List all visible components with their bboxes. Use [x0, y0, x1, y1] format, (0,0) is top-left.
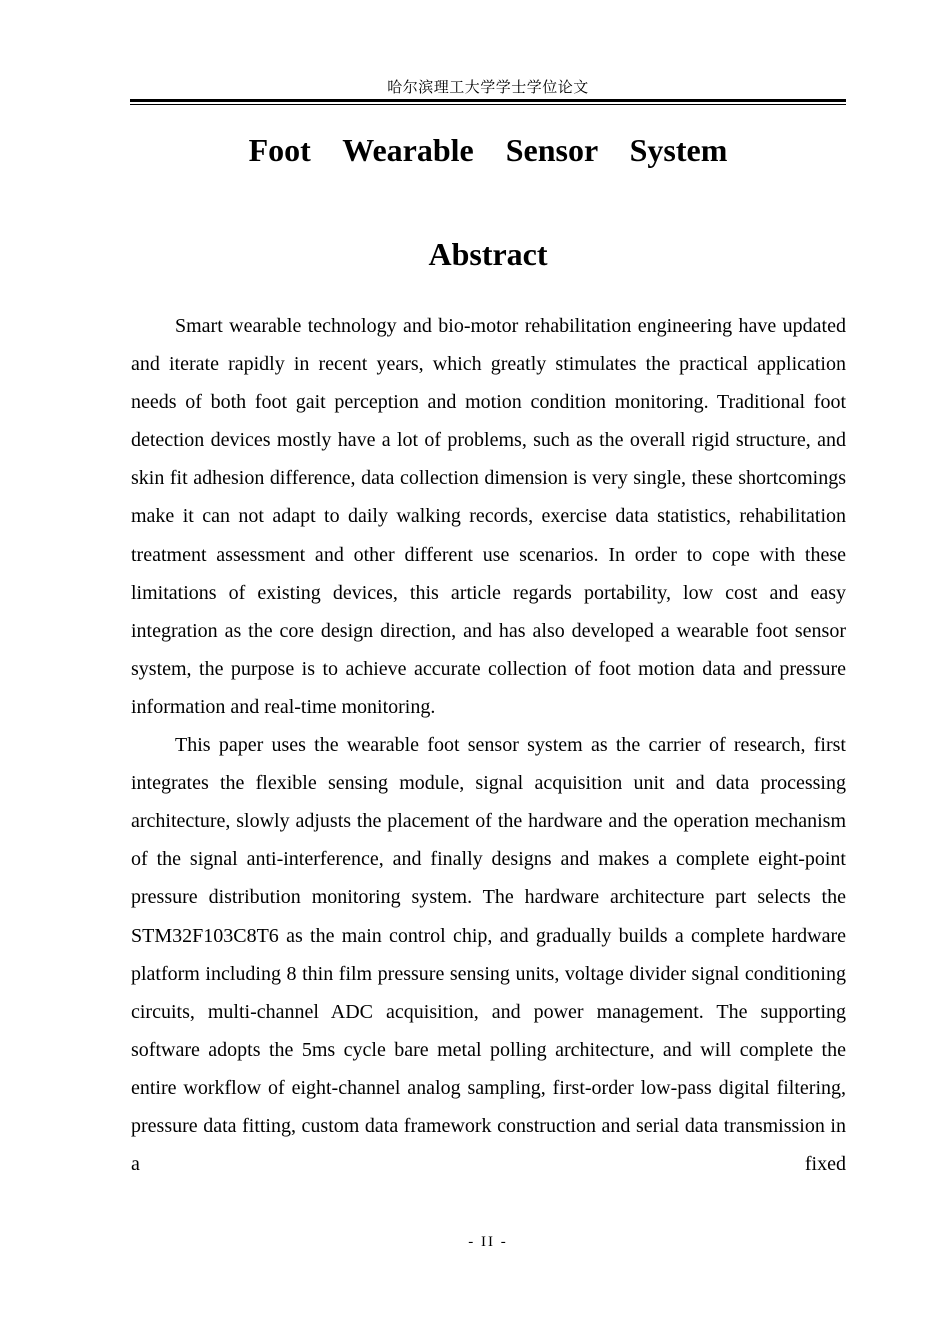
abstract-paragraph-1: Smart wearable technology and bio-motor rehabilitation engineering have updated and iterate rapidly in recent years, which greatly stimulates the practical application needs of both foot gait perception and motion condition monitoring. Traditional foot detection devices mostly have a lot of problems, such as the overall rigid structure, and skin fit adhesion difference, data collection dimension is very single, these shortcomings make it can not adapt to daily walking records, exercise data statistics, rehabilitation treatment assessment and other different use scenarios. In order to cope with these limitations of existing devices, this article regards portability, low cost and easy integration as the core design direction, and has also developed a wearable foot sensor system, the purpose is to achieve accurate collection of foot motion data and pressure information and real-time monitoring. [131, 315, 846, 718]
section-heading: Abstract [428, 236, 548, 272]
abstract-paragraph-2: This paper uses the wearable foot sensor system as the carrier of research, first integrates the flexible sensing module, signal acquisition unit and data processing architecture, slowly adjusts the placement of the hardware and the operation mechanism of the signal anti-interference, and finally designs and makes a complete eight-point pressure distribution monitoring system. The hardware architecture part selects the STM32F103C8T6 as the main control chip, and gradually builds a complete hardware platform including 8 thin film pressure sensing units, voltage divider signal conditioning circuits, multi-channel ADC acquisition, and power management. The supporting software adopts the 5ms cycle bare metal polling architecture, and will complete the entire workflow of eight-channel analog sampling, first-order low-pass digital filtering, pressure data fitting, custom data framework construction and serial data transmission in a fixed [131, 734, 846, 1176]
running-header: 哈尔滨理工大学学士学位论文 [387, 80, 589, 96]
header-rule-thin [130, 104, 846, 105]
paper-title: Foot Wearable Sensor System [248, 132, 728, 168]
header-rule-thick [130, 99, 846, 102]
page-number: - II - [468, 1234, 508, 1250]
abstract-body [131, 307, 846, 1183]
